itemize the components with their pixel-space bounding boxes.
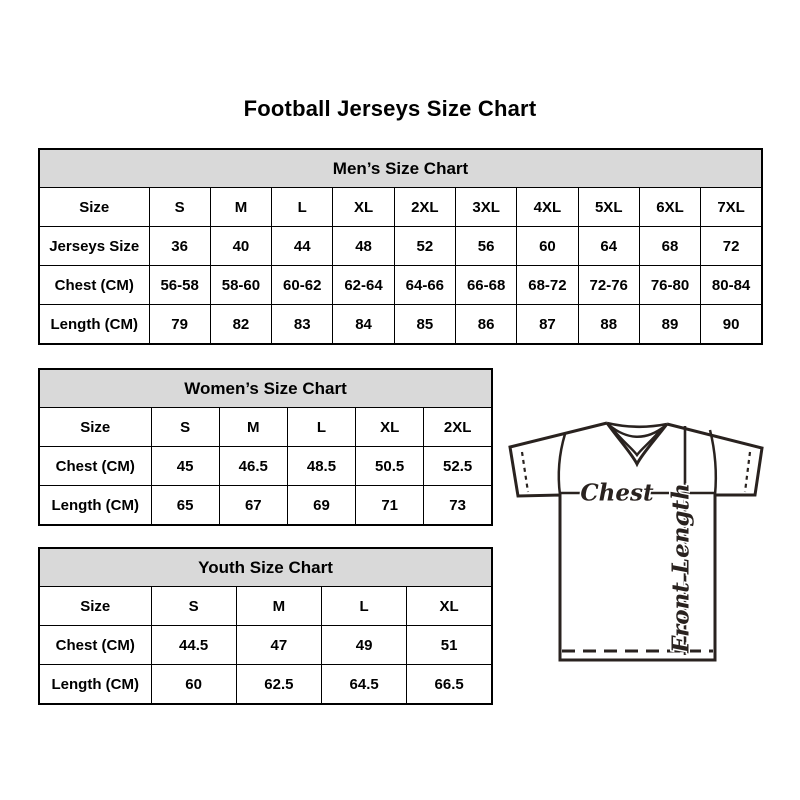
row-label: Chest (CM)	[39, 266, 149, 305]
value-cell: 36	[149, 227, 210, 266]
value-cell: 66-68	[455, 266, 516, 305]
value-cell: 56-58	[149, 266, 210, 305]
front-length-label: Front Length	[667, 483, 695, 653]
value-cell: 56	[455, 227, 516, 266]
size-column-header: L	[322, 587, 407, 626]
value-cell: 65	[151, 486, 219, 526]
size-header-row	[39, 587, 492, 626]
page-title: Football Jerseys Size Chart	[243, 96, 537, 121]
value-cell: 44.5	[151, 626, 236, 665]
value-cell: 62-64	[333, 266, 394, 305]
right-sleeve-seam	[710, 430, 716, 495]
size-column-header: 2XL	[394, 188, 455, 227]
value-cell: 60	[151, 665, 236, 705]
row-label: Length (CM)	[39, 665, 151, 705]
size-column-header: XL	[356, 408, 424, 447]
value-cell: 88	[578, 305, 639, 345]
value-cell: 72-76	[578, 266, 639, 305]
value-cell: 48	[333, 227, 394, 266]
value-cell: 66.5	[407, 665, 492, 705]
size-column-header: S	[151, 587, 236, 626]
value-cell: 47	[236, 626, 321, 665]
size-header-label: Size	[39, 188, 149, 227]
value-cell: 71	[356, 486, 424, 526]
value-cell: 40	[210, 227, 271, 266]
value-cell: 68-72	[517, 266, 578, 305]
womens-size-table	[38, 368, 493, 526]
size-header-label: Size	[39, 587, 151, 626]
row-label: Length (CM)	[39, 305, 149, 345]
size-column-header: 2XL	[424, 408, 492, 447]
value-cell: 60	[517, 227, 578, 266]
size-column-header: XL	[333, 188, 394, 227]
value-cell: 52.5	[424, 447, 492, 486]
value-cell: 69	[287, 486, 355, 526]
value-cell: 44	[272, 227, 333, 266]
value-cell: 49	[322, 626, 407, 665]
row-label: Chest (CM)	[39, 626, 151, 665]
jersey-outline	[510, 423, 762, 660]
value-cell: 52	[394, 227, 455, 266]
size-column-header: S	[151, 408, 219, 447]
table-row	[39, 486, 492, 526]
value-cell: 50.5	[356, 447, 424, 486]
table-row	[39, 305, 762, 345]
size-column-header: 6XL	[639, 188, 700, 227]
jersey-diagram-svg	[500, 396, 772, 672]
size-header-label: Size	[39, 408, 151, 447]
value-cell: 80-84	[701, 266, 762, 305]
value-cell: 51	[407, 626, 492, 665]
size-header-row	[39, 408, 492, 447]
value-cell: 72	[701, 227, 762, 266]
size-column-header: 7XL	[701, 188, 762, 227]
size-column-header: L	[272, 188, 333, 227]
table-title-band: Women’s Size Chart	[39, 369, 492, 408]
size-column-header: M	[219, 408, 287, 447]
value-cell: 89	[639, 305, 700, 345]
value-cell: 90	[701, 305, 762, 345]
value-cell: 73	[424, 486, 492, 526]
youth-size-table	[38, 547, 493, 705]
table-row	[39, 266, 762, 305]
value-cell: 64	[578, 227, 639, 266]
size-column-header: M	[236, 587, 321, 626]
size-column-header: M	[210, 188, 271, 227]
value-cell: 85	[394, 305, 455, 345]
value-cell: 60-62	[272, 266, 333, 305]
table-title-band: Youth Size Chart	[39, 548, 492, 587]
value-cell: 46.5	[219, 447, 287, 486]
value-cell: 68	[639, 227, 700, 266]
value-cell: 83	[272, 305, 333, 345]
chest-label: Chest	[580, 479, 654, 507]
size-column-header: S	[149, 188, 210, 227]
value-cell: 79	[149, 305, 210, 345]
right-cuff-dashed-line	[745, 452, 750, 492]
value-cell: 86	[455, 305, 516, 345]
left-cuff-dashed-line	[522, 452, 528, 492]
size-column-header: L	[287, 408, 355, 447]
table-title-band: Men’s Size Chart	[39, 149, 762, 188]
value-cell: 67	[219, 486, 287, 526]
table-row	[39, 665, 492, 705]
table-row	[39, 447, 492, 486]
value-cell: 48.5	[287, 447, 355, 486]
size-column-header: XL	[407, 587, 492, 626]
value-cell: 64-66	[394, 266, 455, 305]
table-row	[39, 626, 492, 665]
row-label: Length (CM)	[39, 486, 151, 526]
value-cell: 82	[210, 305, 271, 345]
size-column-header: 4XL	[517, 188, 578, 227]
size-column-header: 5XL	[578, 188, 639, 227]
value-cell: 84	[333, 305, 394, 345]
size-header-row	[39, 188, 762, 227]
size-column-header: 3XL	[455, 188, 516, 227]
mens-size-table	[38, 148, 763, 345]
jersey-measurement-diagram	[500, 396, 772, 672]
value-cell: 87	[517, 305, 578, 345]
collar-top-edge	[607, 423, 667, 427]
left-sleeve-seam	[559, 434, 565, 495]
value-cell: 76-80	[639, 266, 700, 305]
value-cell: 62.5	[236, 665, 321, 705]
value-cell: 58-60	[210, 266, 271, 305]
value-cell: 45	[151, 447, 219, 486]
row-label: Chest (CM)	[39, 447, 151, 486]
value-cell: 64.5	[322, 665, 407, 705]
row-label: Jerseys Size	[39, 227, 149, 266]
table-row	[39, 227, 762, 266]
